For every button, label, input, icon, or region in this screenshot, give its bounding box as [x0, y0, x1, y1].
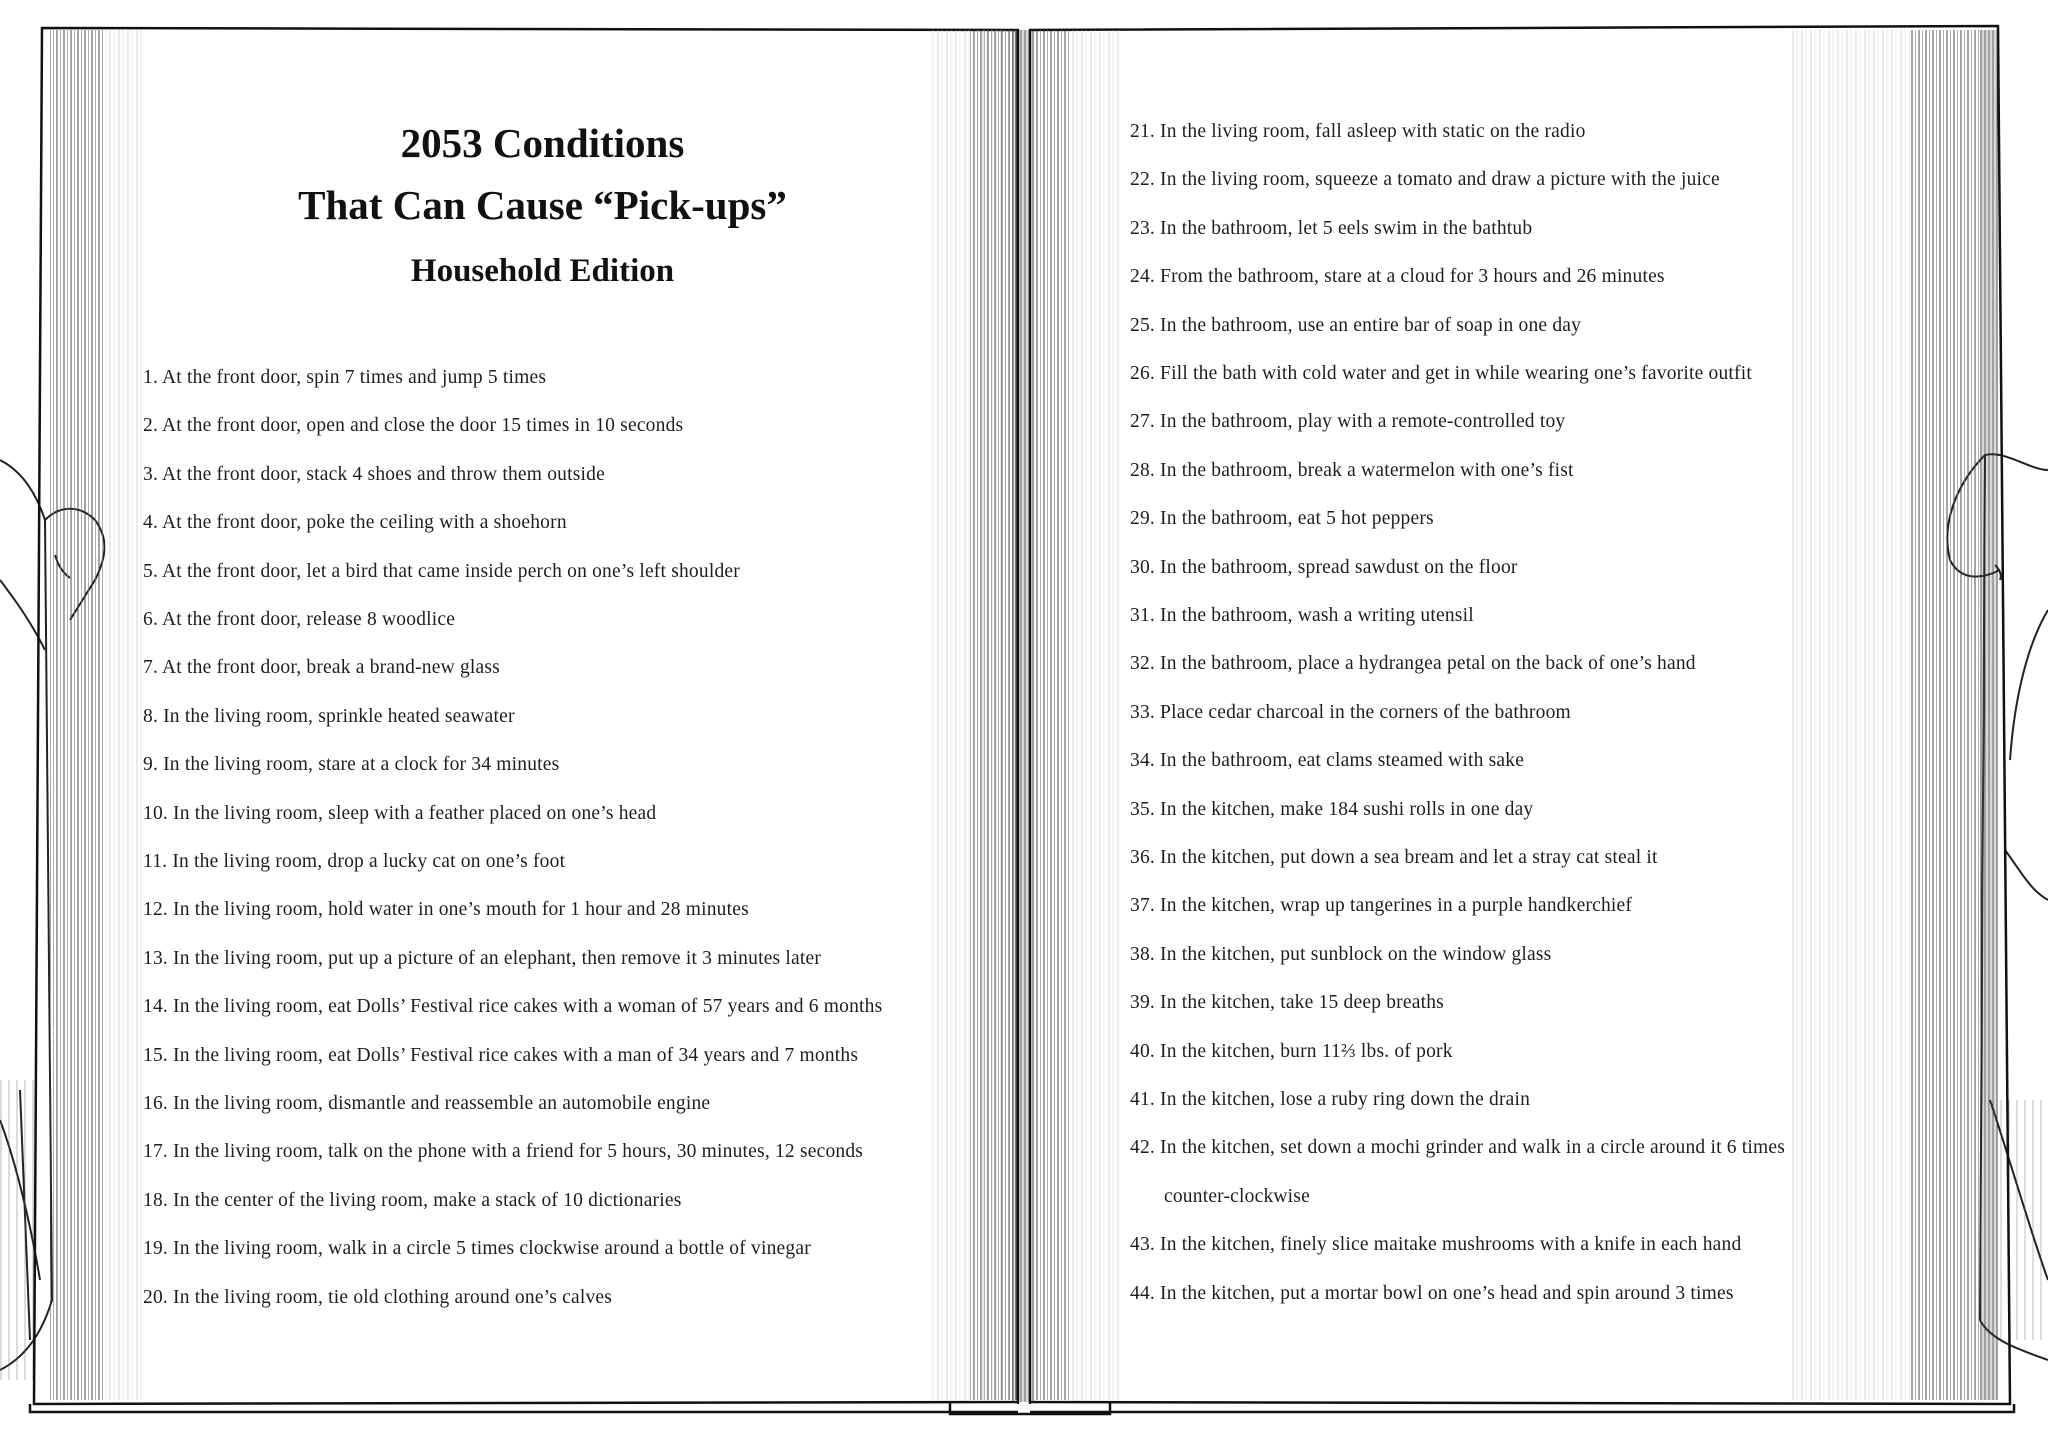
list-item: 26. Fill the bath with cold water and get in while wearing one’s favorite outfit	[1130, 363, 1752, 384]
list-item: 23. In the bathroom, let 5 eels swim in the bathtub	[1130, 217, 1533, 239]
list-item: 12. In the living room, hold water in one’s mouth for 1 hour and 28 minutes	[143, 899, 749, 921]
list-item: 40. In the kitchen, burn 11⅔ lbs. of pork	[1130, 1040, 1453, 1062]
list-item: 22. In the living room, squeeze a tomato and draw a picture with the juice	[1130, 169, 1720, 191]
list-item: 7. At the front door, break a brand-new glass	[143, 657, 500, 679]
list-item: 32. In the bathroom, place a hydrangea petal on the back of one’s hand	[1130, 653, 1696, 675]
list-item: 8. In the living room, sprinkle heated seawater	[143, 705, 515, 727]
list-item: 31. In the bathroom, wash a writing utensil	[1130, 605, 1474, 626]
list-item: 3. At the front door, stack 4 shoes and throw them outside	[143, 463, 605, 485]
list-item: 39. In the kitchen, take 15 deep breaths	[1130, 992, 1444, 1014]
list-item: 2. At the front door, open and close the door 15 times in 10 seconds	[143, 415, 684, 437]
list-item: 20. In the living room, tie old clothing around one’s calves	[143, 1286, 613, 1308]
subtitle-household-edition: Household Edition	[410, 253, 675, 289]
list-item: 33. Place cedar charcoal in the corners of the bathroom	[1130, 701, 1571, 723]
list-item-continuation: counter-clockwise	[1164, 1185, 1310, 1207]
list-item: 35. In the kitchen, make 184 sushi rolls in one day	[1130, 798, 1534, 820]
list-item: 43. In the kitchen, finely slice maitake mushrooms with a knife in each hand	[1130, 1234, 1742, 1256]
list-item: 44. In the kitchen, put a mortar bowl on one’s head and spin around 3 times	[1130, 1282, 1734, 1304]
book-title	[140, 112, 945, 302]
list-item: 19. In the living room, walk in a circle 5 times clockwise around a bottle of vinegar	[143, 1238, 811, 1260]
list-item: 30. In the bathroom, spread sawdust on the floor	[1130, 556, 1518, 578]
list-item: 17. In the living room, talk on the phone with a friend for 5 hours, 30 minutes, 12 seconds	[143, 1141, 864, 1163]
list-item: 4. At the front door, poke the ceiling with a shoehorn	[143, 512, 567, 534]
list-item: 34. In the bathroom, eat clams steamed with sake	[1130, 750, 1525, 772]
list-item: 14. In the living room, eat Dolls’ Festival rice cakes with a woman of 57 years and 6 months	[143, 996, 883, 1018]
list-item: 29. In the bathroom, eat 5 hot peppers	[1130, 508, 1434, 530]
list-item: 21. In the living room, fall asleep with static on the radio	[1130, 121, 1586, 142]
list-item: 6. At the front door, release 8 woodlice	[143, 609, 456, 630]
list-item: 38. In the kitchen, put sunblock on the window glass	[1130, 943, 1552, 965]
list-item: 36. In the kitchen, put down a sea bream and let a stray cat steal it	[1130, 847, 1658, 868]
list-item: 11. In the living room, drop a lucky cat on one’s foot	[143, 851, 566, 872]
list-item: 15. In the living room, eat Dolls’ Festival rice cakes with a man of 34 years and 7 months	[143, 1044, 859, 1066]
list-item: 37. In the kitchen, wrap up tangerines in a purple handkerchief	[1130, 895, 1633, 917]
list-item: 28. In the bathroom, break a watermelon with one’s fist	[1130, 459, 1574, 481]
list-item: 25. In the bathroom, use an entire bar of soap in one day	[1130, 314, 1582, 336]
list-item: 5. At the front door, let a bird that came inside perch on one’s left shoulder	[143, 560, 740, 582]
list-item: 9. In the living room, stare at a clock for 34 minutes	[143, 754, 560, 776]
list-item: 27. In the bathroom, play with a remote-controlled toy	[1130, 411, 1566, 433]
list-item: 41. In the kitchen, lose a ruby ring down the drain	[1130, 1089, 1531, 1110]
list-item: 13. In the living room, put up a picture of an elephant, then remove it 3 minutes later	[143, 947, 822, 969]
list-item: 16. In the living room, dismantle and reassemble an automobile engine	[143, 1093, 711, 1114]
list-item: 42. In the kitchen, set down a mochi grinder and walk in a circle around it 6 times	[1130, 1137, 1786, 1159]
title-line-2: That Can Cause “Pick-ups”	[298, 182, 787, 228]
list-item: 18. In the center of the living room, make a stack of 10 dictionaries	[143, 1189, 682, 1211]
list-item: 10. In the living room, sleep with a feather placed on one’s head	[143, 802, 657, 824]
list-item: 1. At the front door, spin 7 times and jump 5 times	[143, 367, 547, 388]
title-line-1: 2053 Conditions	[400, 120, 685, 166]
list-item: 24. From the bathroom, stare at a cloud for 3 hours and 26 minutes	[1130, 266, 1665, 288]
